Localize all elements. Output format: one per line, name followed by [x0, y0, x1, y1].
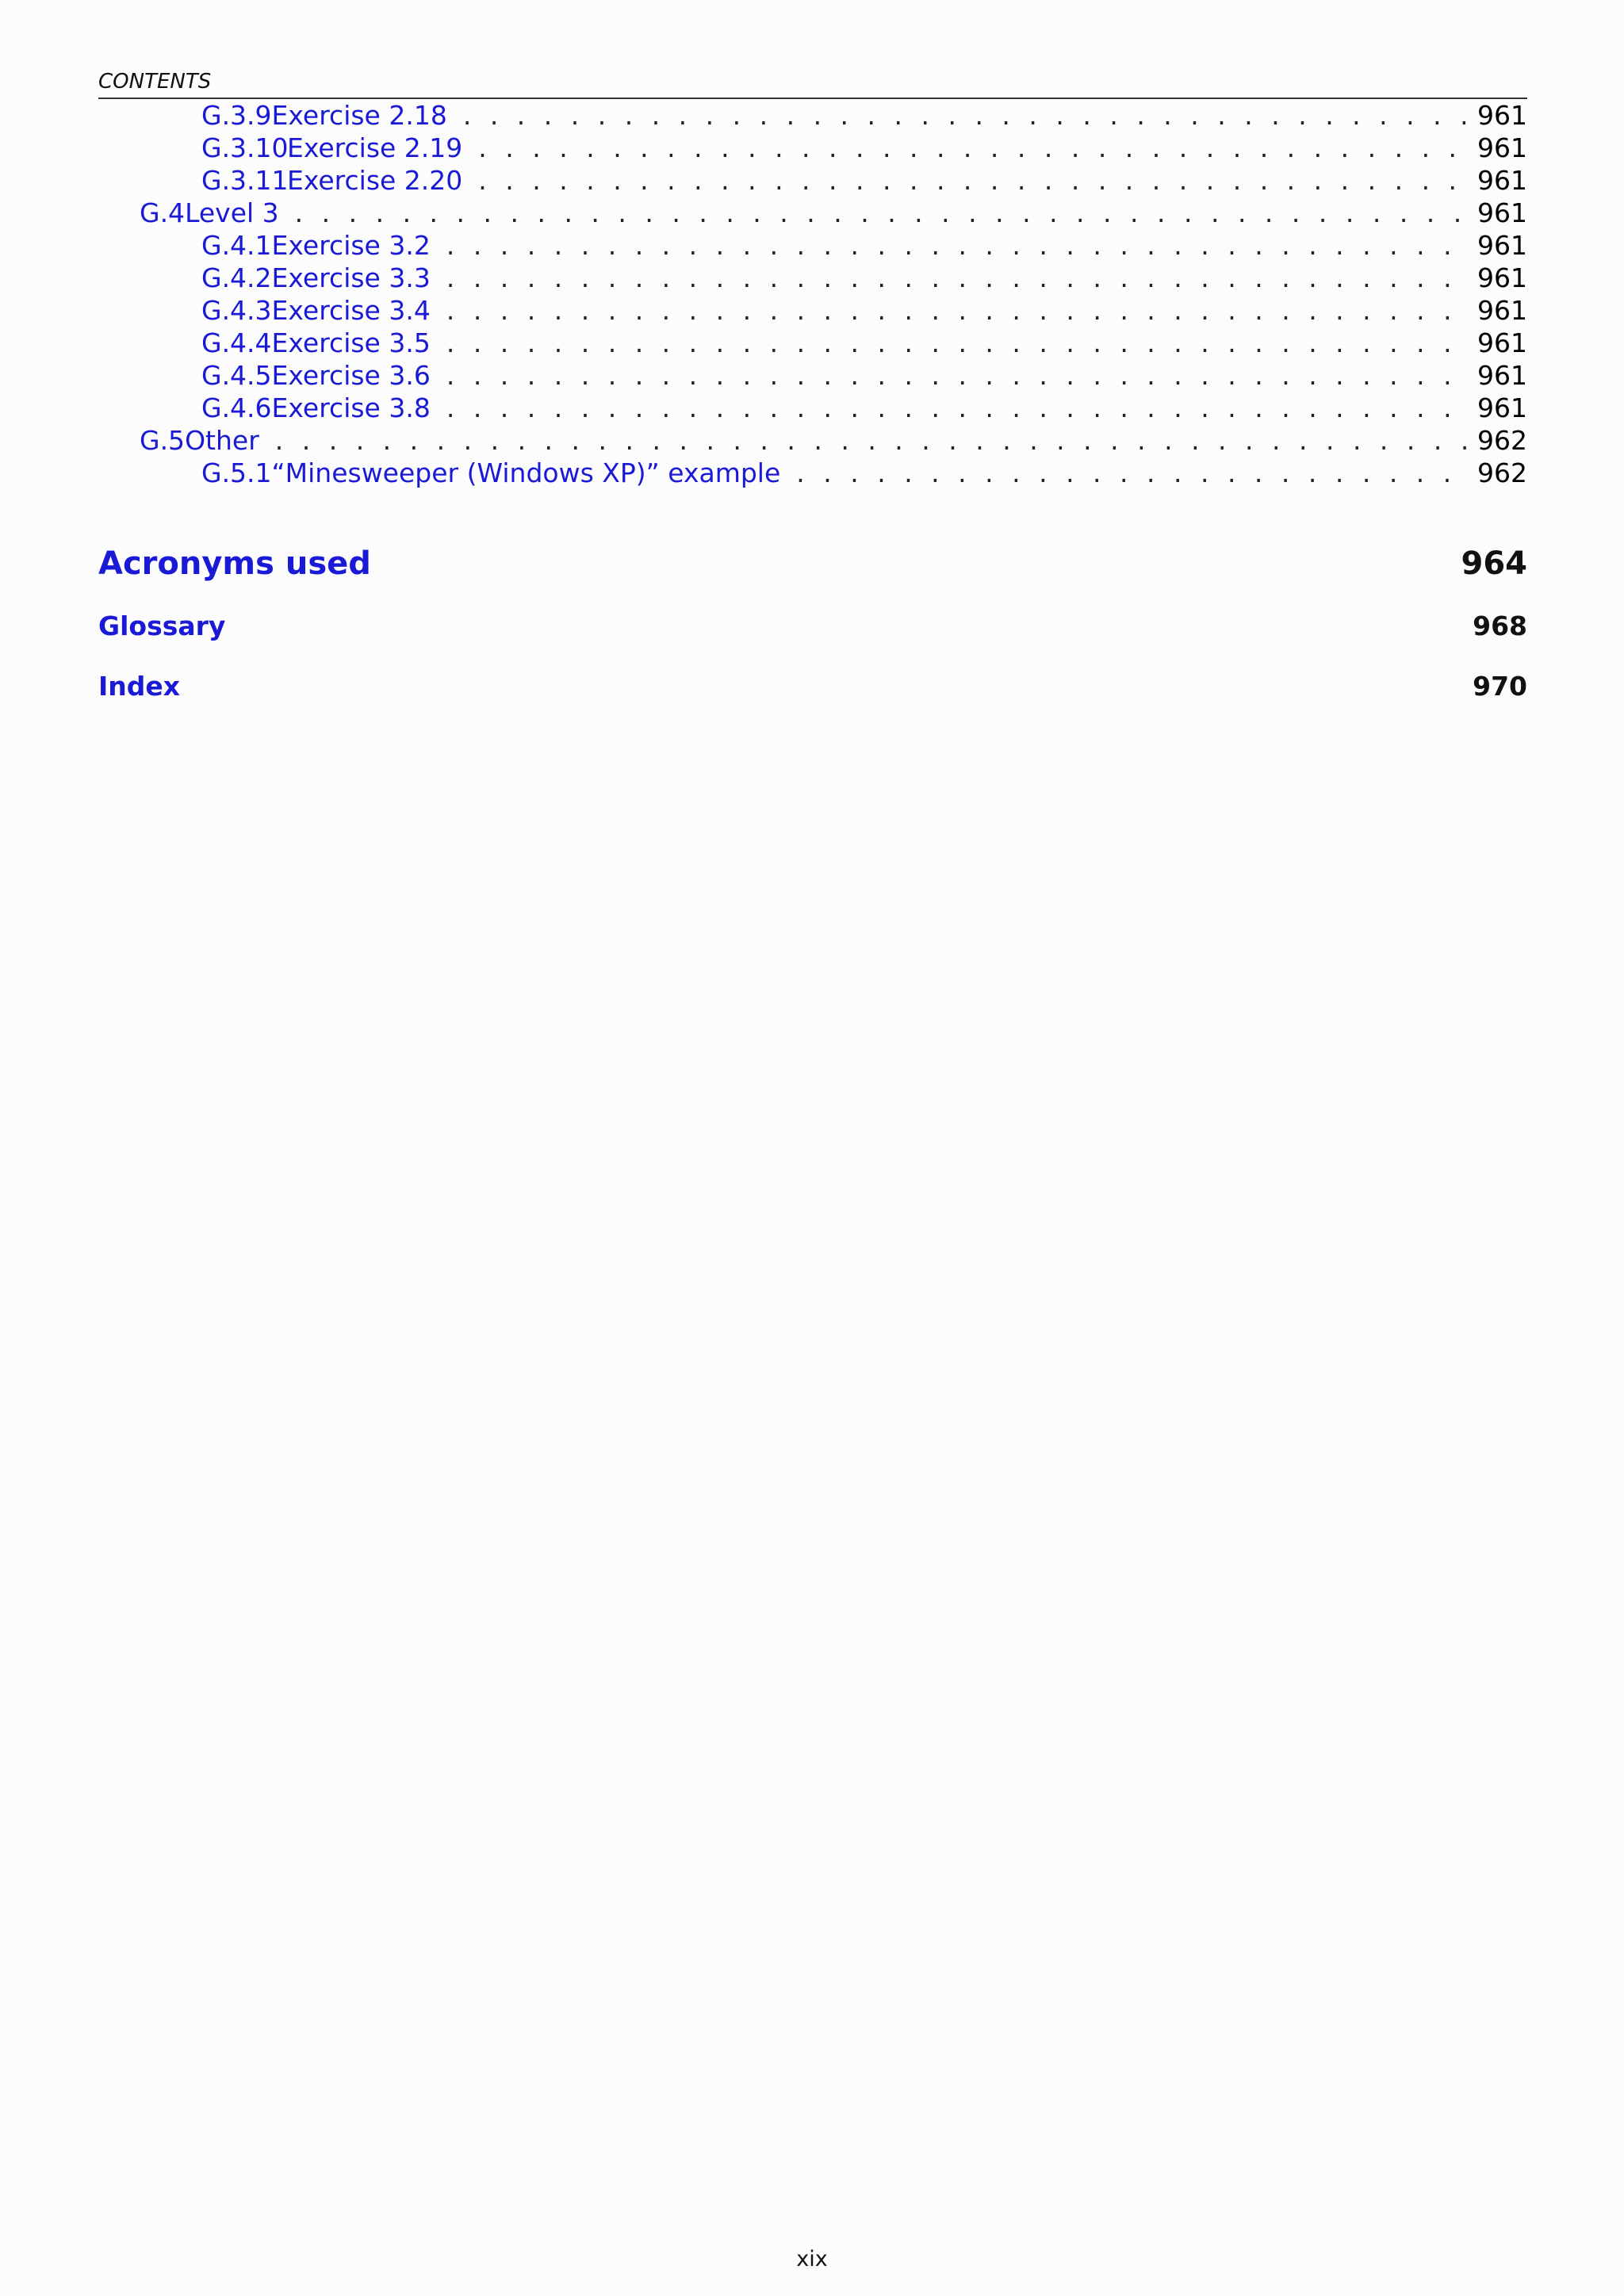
toc-entry-title[interactable]: Exercise 3.2 — [271, 230, 431, 261]
dot-leader — [446, 294, 1469, 327]
toc-entry-number[interactable]: G.4.5 — [201, 360, 272, 391]
toc-entry-number[interactable]: G.4.1 — [201, 230, 272, 261]
toc-entry-page[interactable]: 961 — [1477, 360, 1527, 391]
toc-entry-number[interactable]: G.5.1 — [201, 457, 272, 488]
toc-entry-g-4-5[interactable] — [201, 359, 1527, 392]
toc-entry-number[interactable]: G.4 — [140, 197, 186, 228]
toc-entry-page[interactable]: 961 — [1477, 132, 1527, 163]
toc-entry-g-4-1[interactable] — [201, 229, 1527, 262]
chapter-title[interactable]: Acronyms used — [98, 545, 371, 582]
toc-entry-g-5[interactable] — [140, 424, 1527, 457]
toc-entry-title[interactable]: Exercise 3.8 — [271, 392, 431, 423]
toc-entry-number[interactable]: G.3.10 — [201, 132, 289, 163]
chapter-entry-acronyms[interactable] — [98, 545, 1527, 582]
toc-entry-g-3-9[interactable] — [201, 99, 1527, 132]
toc-entry-title[interactable]: Exercise 2.20 — [287, 165, 463, 196]
toc-entry-page[interactable]: 962 — [1477, 425, 1527, 456]
toc-entry-g-5-1[interactable] — [201, 457, 1527, 489]
toc-entry-title[interactable]: Exercise 3.3 — [271, 262, 431, 293]
running-header: CONTENTS — [98, 70, 212, 94]
dot-leader — [446, 229, 1469, 262]
toc-entry-g-4-6[interactable] — [201, 392, 1527, 424]
dot-leader — [478, 164, 1469, 197]
dot-leader — [446, 359, 1469, 392]
toc-entry-title[interactable]: Exercise 3.4 — [271, 295, 431, 326]
toc-entry-title[interactable]: “Minesweeper (Windows XP)” example — [271, 457, 781, 488]
dot-leader — [463, 99, 1469, 132]
toc-entry-number[interactable]: G.3.9 — [201, 100, 272, 131]
toc-entry-page[interactable]: 961 — [1477, 392, 1527, 423]
dot-leader — [275, 424, 1469, 457]
toc-entry-page[interactable]: 961 — [1477, 100, 1527, 131]
toc-entry-g-4-2[interactable] — [201, 262, 1527, 294]
toc-entry-title[interactable]: Exercise 2.19 — [287, 132, 463, 163]
dot-leader — [478, 132, 1469, 164]
toc-entry-number[interactable]: G.4.3 — [201, 295, 272, 326]
chapter-page[interactable]: 970 — [1473, 671, 1527, 702]
dot-leader — [295, 197, 1469, 229]
toc-entry-page[interactable]: 961 — [1477, 230, 1527, 261]
toc-entry-page[interactable]: 961 — [1477, 295, 1527, 326]
toc-entry-title[interactable]: Level 3 — [185, 197, 279, 228]
chapter-title[interactable]: Glossary — [98, 610, 226, 641]
chapter-page[interactable]: 964 — [1461, 545, 1527, 582]
toc-entry-title[interactable]: Other — [185, 425, 259, 456]
dot-leader — [796, 457, 1469, 489]
chapter-entry-glossary[interactable] — [98, 610, 1527, 641]
dot-leader — [446, 327, 1469, 359]
toc-entry-title[interactable]: Exercise 3.5 — [271, 327, 431, 358]
toc-entry-g-4[interactable] — [140, 197, 1527, 229]
toc-entry-g-3-10[interactable] — [201, 132, 1527, 164]
toc-entry-number[interactable]: G.3.11 — [201, 165, 289, 196]
toc-entry-g-3-11[interactable] — [201, 164, 1527, 197]
toc-entry-title[interactable]: Exercise 2.18 — [271, 100, 447, 131]
toc-entry-number[interactable]: G.4.6 — [201, 392, 272, 423]
toc-entry-number[interactable]: G.4.2 — [201, 262, 272, 293]
toc-entry-title[interactable]: Exercise 3.6 — [271, 360, 431, 391]
toc-entry-g-4-3[interactable] — [201, 294, 1527, 327]
page-number: xix — [796, 2247, 828, 2271]
chapter-page[interactable]: 968 — [1473, 610, 1527, 641]
chapter-title[interactable]: Index — [98, 671, 181, 702]
chapter-entry-index[interactable] — [98, 671, 1527, 702]
dot-leader — [446, 392, 1469, 424]
toc-entry-page[interactable]: 961 — [1477, 262, 1527, 293]
toc-entry-page[interactable]: 961 — [1477, 327, 1527, 358]
toc-entry-page[interactable]: 962 — [1477, 457, 1527, 488]
toc-entry-g-4-4[interactable] — [201, 327, 1527, 359]
toc-entry-page[interactable]: 961 — [1477, 197, 1527, 228]
toc-entry-page[interactable]: 961 — [1477, 165, 1527, 196]
dot-leader — [446, 262, 1469, 294]
toc-entry-number[interactable]: G.5 — [140, 425, 186, 456]
toc-entry-number[interactable]: G.4.4 — [201, 327, 272, 358]
